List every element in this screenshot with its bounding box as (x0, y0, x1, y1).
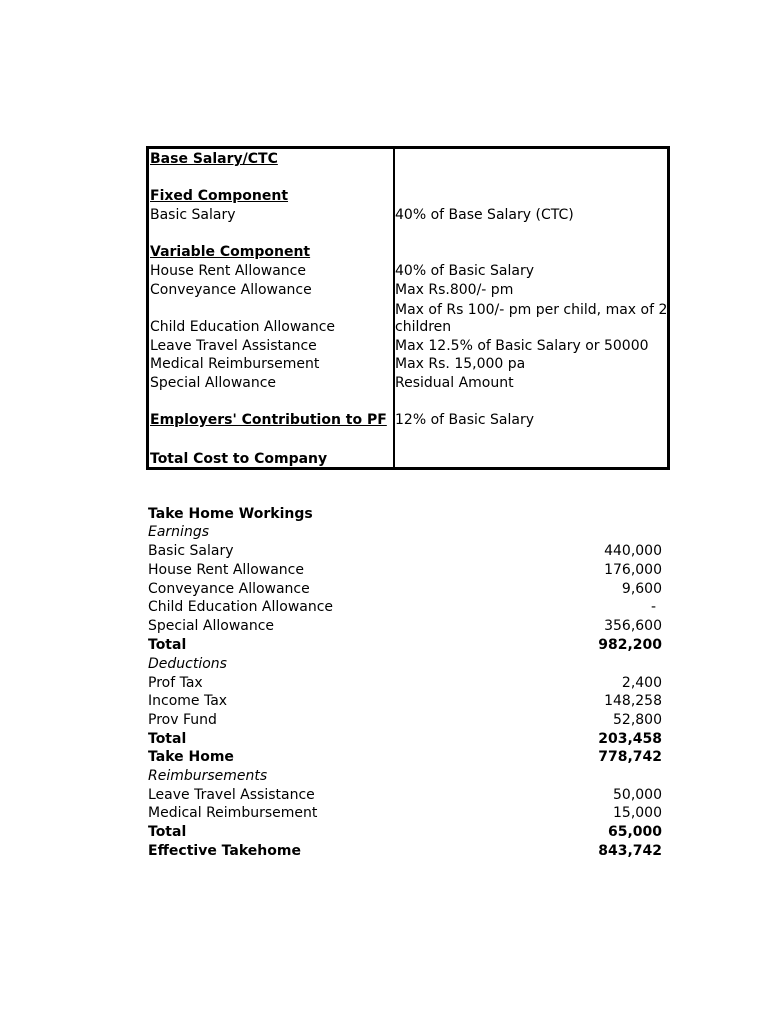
table-row (148, 561, 664, 580)
pf-contribution-rule: 12% of Basic Salary (395, 412, 535, 428)
reimbursement-value: 15,000 (613, 805, 662, 821)
basic-salary-rule: 40% of Base Salary (CTC) (395, 207, 574, 223)
variable-component-heading: Variable Component (150, 244, 311, 260)
earning-value: 356,600 (604, 618, 662, 634)
table-row (148, 692, 664, 711)
earnings-heading-row (148, 523, 664, 542)
take-home-workings (148, 505, 664, 865)
fixed-component-heading: Fixed Component (150, 188, 289, 204)
earning-value: 440,000 (604, 543, 662, 559)
deduction-label: Prov Fund (148, 712, 217, 728)
reimbursements-total-label: Total (148, 824, 187, 840)
basic-salary-label: Basic Salary (150, 207, 236, 223)
reimbursements-heading: Reimbursements (148, 768, 268, 784)
conveyance-rule: Max Rs.800/- pm (395, 282, 514, 298)
earnings-total-row (148, 636, 664, 655)
medical-rule: Max Rs. 15,000 pa (395, 356, 526, 372)
deduction-label: Prof Tax (148, 675, 203, 691)
deductions-heading-row (148, 655, 664, 674)
earnings-total-label: Total (148, 637, 187, 653)
lta-label: Leave Travel Assistance (150, 338, 317, 354)
take-home-title-row (148, 505, 664, 524)
earning-label: House Rent Allowance (148, 562, 304, 578)
base-salary-header: Base Salary/CTC (150, 151, 278, 167)
earning-label: Basic Salary (148, 543, 234, 559)
medical-label: Medical Reimbursement (150, 356, 320, 372)
earning-label: Child Education Allowance (148, 599, 334, 615)
reimbursements-total-row (148, 823, 664, 842)
table-row (148, 804, 664, 823)
reimbursements-heading-row (148, 767, 664, 786)
deductions-heading: Deductions (148, 656, 227, 672)
child-education-rule: Max of Rs 100/- pm per child, max of 2 children (395, 302, 668, 335)
child-education-label: Child Education Allowance (150, 319, 336, 335)
earnings-total-value: 982,200 (598, 637, 662, 653)
earnings-heading: Earnings (148, 524, 209, 540)
pf-contribution-label: Employers' Contribution to PF (150, 412, 387, 428)
hra-label: House Rent Allowance (150, 263, 306, 279)
table-row (148, 711, 664, 730)
reimbursement-label: Leave Travel Assistance (148, 787, 315, 803)
effective-takehome-value: 843,742 (598, 843, 662, 859)
reimbursement-label: Medical Reimbursement (148, 805, 318, 821)
earning-value: - (650, 599, 656, 615)
table-row (148, 617, 664, 636)
earning-label: Special Allowance (148, 618, 275, 634)
special-allowance-rule: Residual Amount (395, 375, 514, 391)
deduction-value: 148,258 (604, 693, 662, 709)
total-cost-label: Total Cost to Company (150, 451, 328, 467)
table-row (148, 542, 664, 561)
earning-value: 176,000 (604, 562, 662, 578)
deductions-total-row (148, 730, 664, 749)
special-allowance-label: Special Allowance (150, 375, 277, 391)
deduction-value: 2,400 (621, 675, 662, 691)
conveyance-label: Conveyance Allowance (150, 282, 312, 298)
table-row (148, 786, 664, 805)
take-home-title: Take Home Workings (148, 506, 313, 522)
ctc-structure-table (146, 146, 670, 470)
table-row (148, 580, 664, 599)
take-home-value: 778,742 (598, 749, 662, 765)
deductions-total-value: 203,458 (598, 731, 662, 747)
deduction-value: 52,800 (613, 712, 662, 728)
lta-rule: Max 12.5% of Basic Salary or 50000 (395, 338, 649, 354)
earning-label: Conveyance Allowance (148, 581, 310, 597)
table-row (148, 674, 664, 693)
earning-value: 9,600 (621, 581, 662, 597)
table-row (148, 598, 664, 617)
effective-takehome-row (148, 842, 664, 861)
hra-rule: 40% of Basic Salary (395, 263, 535, 279)
take-home-row (148, 748, 664, 767)
reimbursement-value: 50,000 (613, 787, 662, 803)
effective-takehome-label: Effective Takehome (148, 843, 301, 859)
take-home-label: Take Home (148, 749, 234, 765)
deductions-total-label: Total (148, 731, 187, 747)
deduction-label: Income Tax (148, 693, 228, 709)
reimbursements-total-value: 65,000 (607, 824, 662, 840)
